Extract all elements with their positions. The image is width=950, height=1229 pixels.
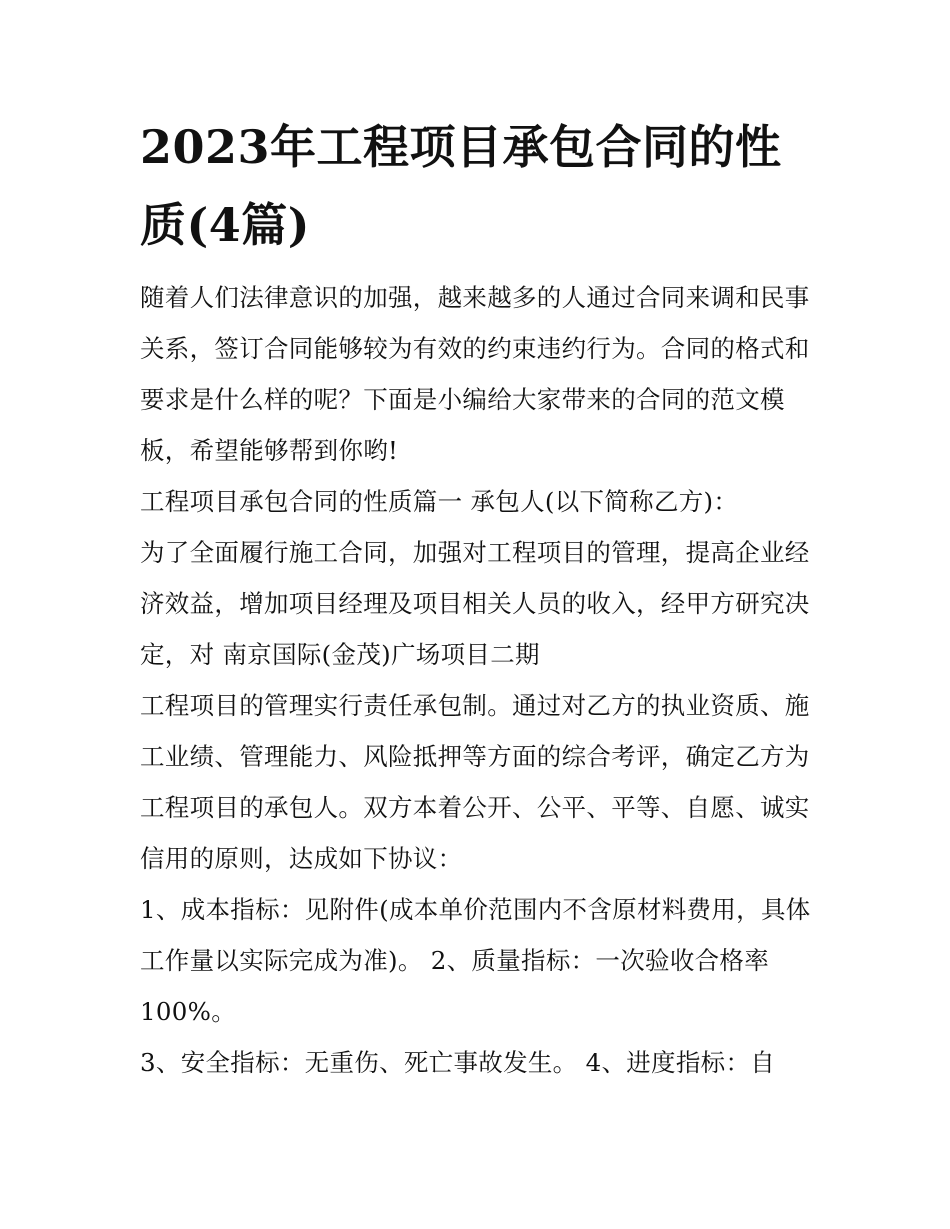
- agreement-paragraph: 工程项目的管理实行责任承包制。通过对乙方的执业资质、施工业绩、管理能力、风险抵押等方面的综合考评，确定乙方为工程项目的承包人。双方本着公开、公平、平等、自愿、诚实信用的原则，达成如下协议：: [140, 691, 810, 873]
- purpose-paragraph: 为了全面履行施工合同，加强对工程项目的管理，提高企业经济效益，增加项目经理及项目相关人员的收入，经甲方研究决定，对 南京国际(金茂)广场项目二期: [140, 538, 810, 669]
- document-body: [140, 108, 820, 1088]
- intro-paragraph: 随着人们法律意识的加强，越来越多的人通过合同来调和民事关系，签订合同能够较为有效的约束违约行为。合同的格式和要求是什么样的呢？下面是小编给大家带来的合同的范文模板，希望能够帮到你哟!: [140, 283, 810, 465]
- cost-quality-paragraph: 1、成本指标：见附件(成本单价范围内不含原材料费用，具体工作量以实际完成为准)。 2、质量指标：一次验收合格率100%。: [140, 895, 811, 1026]
- safety-progress-paragraph: 3、安全指标：无重伤、死亡事故发生。 4、进度指标：自: [140, 1048, 776, 1077]
- document-title: 2023年工程项目承包合同的性质(4篇): [140, 120, 782, 252]
- section-heading-paragraph: 工程项目承包合同的性质篇一 承包人(以下简称乙方)：: [140, 487, 739, 516]
